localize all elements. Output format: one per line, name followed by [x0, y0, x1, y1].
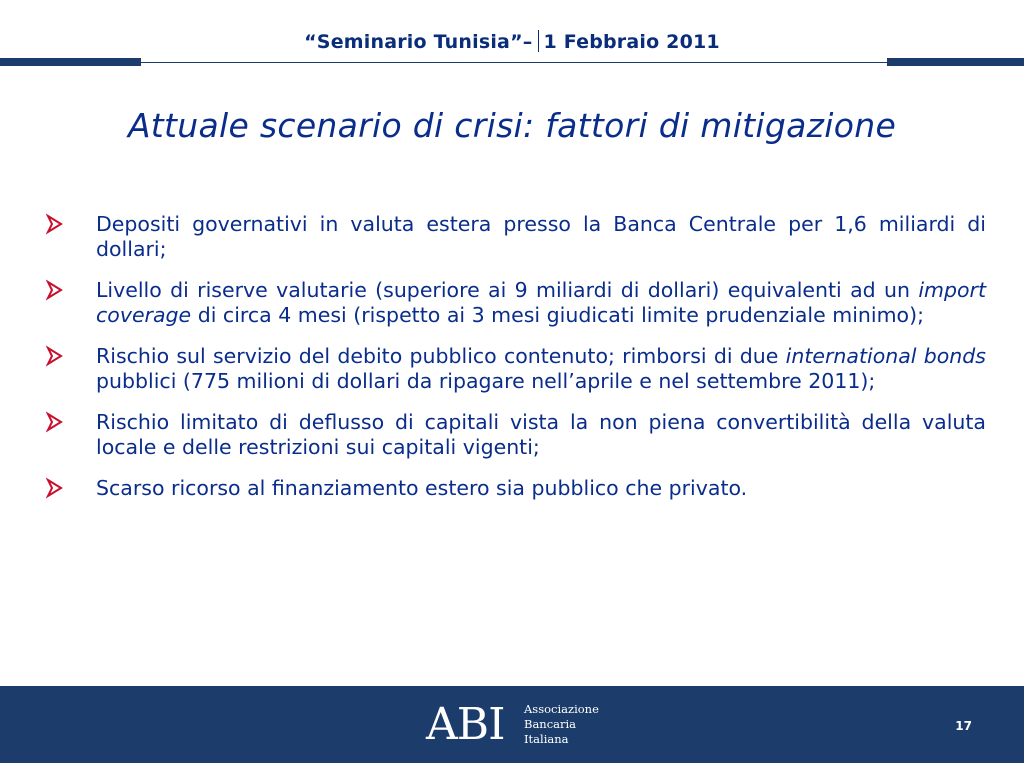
slide-title: Attuale scenario di crisi: fattori di mitigazione — [127, 106, 897, 145]
logo-line-3: Italiana — [524, 732, 569, 746]
bullet-italic-term: international bonds — [785, 344, 986, 368]
bullet-item — [46, 344, 986, 394]
bullet-text: Livello di riserve valutarie (superiore ai 9 miliardi di dollari) equivalenti ad un — [96, 278, 919, 302]
header-separator — [538, 30, 539, 52]
arrowhead-bullet-icon — [46, 345, 64, 367]
arrowhead-bullet-icon — [46, 213, 64, 235]
arrowhead-bullet-icon — [46, 477, 64, 499]
logo-line-2: Bancaria — [524, 717, 577, 731]
bullet-item — [46, 278, 986, 328]
bullet-list — [46, 212, 986, 517]
logo-line-1: Associazione — [524, 702, 599, 716]
bullet-text: Rischio limitato di deflusso di capitali vista la non piena convertibilità della valuta locale e delle restrizioni sui capitali vigenti; — [96, 410, 986, 459]
bullet-text: Scarso ricorso al finanziamento estero sia pubblico che privato. — [96, 476, 748, 500]
bullet-item — [46, 410, 986, 460]
abi-logo-mark: ABI — [426, 699, 505, 750]
header-date: 1 Febbraio 2011 — [543, 31, 720, 53]
arrowhead-bullet-icon — [46, 411, 64, 433]
bullet-item — [46, 212, 986, 262]
bullet-text-continued: pubblici (775 milioni di dollari da ripagare nell’aprile e nel settembre 2011); — [96, 369, 876, 393]
slide-header — [0, 0, 1024, 70]
header-rule-left — [0, 58, 141, 66]
bullet-text: Rischio sul servizio del debito pubblico contenuto; rimborsi di due — [96, 344, 786, 368]
bullet-item — [46, 476, 986, 501]
header-event-title: “Seminario Tunisia”– — [304, 31, 533, 53]
header-rule-line — [141, 62, 887, 63]
slide-footer — [0, 686, 1024, 763]
header-rule-right — [887, 58, 1024, 66]
bullet-italic-term: import coverage — [96, 278, 986, 327]
bullet-text: Depositi governativi in valuta estera presso la Banca Centrale per 1,6 miliardi di dollari; — [96, 212, 986, 261]
arrowhead-bullet-icon — [46, 279, 64, 301]
bullet-text-continued: di circa 4 mesi (rispetto ai 3 mesi giudicati limite prudenziale minimo); — [191, 303, 925, 327]
page-number: 17 — [955, 719, 972, 733]
abi-logo-wordmark — [524, 702, 599, 747]
header-text — [0, 30, 1024, 53]
